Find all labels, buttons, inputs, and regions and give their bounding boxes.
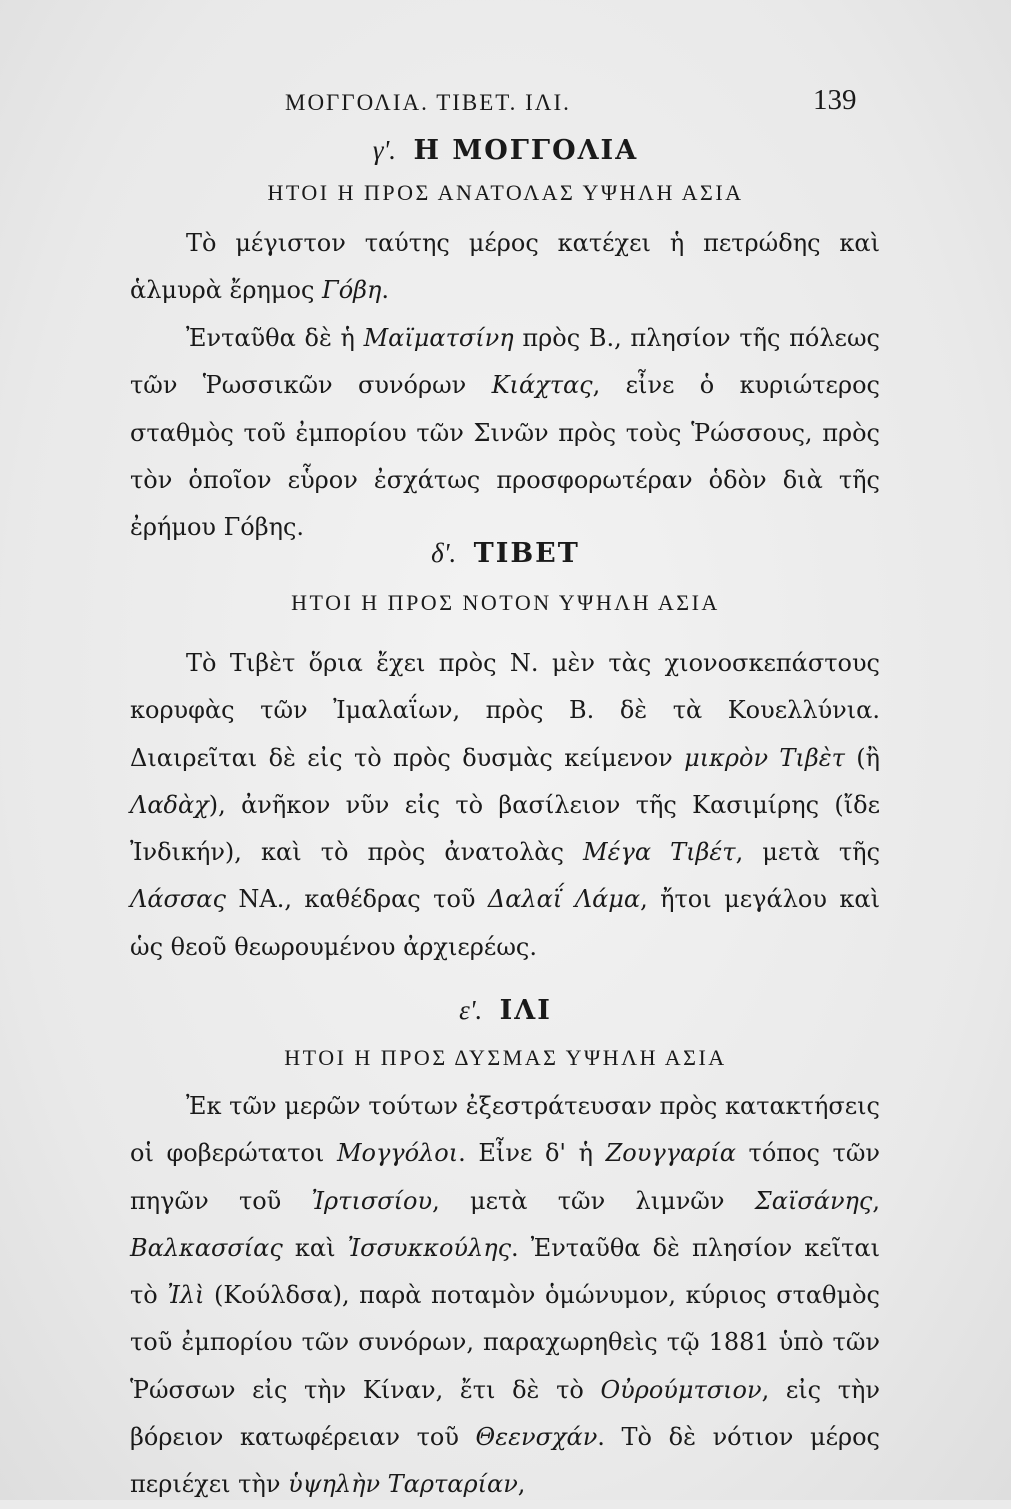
place-name: Οὐρούμτσιον [600,1375,762,1404]
section-title: ΤΙΒΕΤ [473,538,580,569]
section-number: γ'. [372,135,397,165]
place-name: ὑψηλὴν Ταρταρίαν [288,1470,518,1499]
paragraph: Τὸ μέγιστον ταύτης μέρος κατέχει ἡ πετρώδης καὶ ἁλμυρὰ ἔρημος Γόβη. [130,229,880,305]
section-subtitle: ΗΤΟΙ Η ΠΡΟΣ ΔΥΣΜΑΣ ΥΨΗΛΗ ΑΣΙΑ [284,1045,727,1070]
section-heading-ili [0,995,1011,1026]
place-name: Θεενσχάν [475,1423,598,1452]
place-name: Βαλκασσίας [130,1233,283,1262]
place-name: Ἰλὶ [167,1281,205,1310]
place-name: Γόβη [322,276,382,305]
running-title: ΜΟΓΓΟΛΙΑ. ΤΙΒΕΤ. ΙΛΙ. [285,90,571,115]
person-title: Δαλαΐ Λάμα [487,885,641,914]
place-name: Κιάχτας [491,371,593,400]
people-name: Μογγόλοι [336,1139,459,1168]
place-name: Λάσσας [130,885,226,914]
place-name: Σαϊσάνης [754,1186,873,1215]
place-name: Μαϊματσίνη [363,324,514,352]
section-title: Η ΜΟΓΓΟΛΙΑ [413,135,639,166]
place-name: Ἰσσυκκούλης [347,1233,512,1262]
running-head [0,84,1011,124]
paragraph: Τὸ Τιβὲτ ὅρια ἔχει πρὸς Ν. μὲν τὰς χιονοσκεπάστους κορυφὰς τῶν Ἰμαλαΐων, πρὸς Β. δὲ τὰ Κουελλύνια. Διαιρεῖται δὲ εἰς τὸ πρὸς δυσμὰς κείμενον μικρὸν Τιβὲτ (ἢ Λαδὰχ), ἀνῆκον νῦν εἰς τὸ βασίλειον τῆς Κασιμίρης (ἴδε Ἰνδικήν), καὶ τὸ πρὸς ἀνατολὰς Μέγα Τιβέτ, μετὰ τῆς Λάσσας ΝΑ., καθέδρας τοῦ Δαλαΐ Λάμα, ἤτοι μεγάλου καὶ ὡς θεοῦ θεωρουμένου ἀρχιερέως. [130,649,881,961]
paragraph: Ἐνταῦθα δὲ ἡ Μαϊματσίνη πρὸς Β., πλησίον τῆς πόλεως τῶν Ῥωσσικῶν συνόρων Κιάχτας, εἶνε ὁ κυριώτερος σταθμὸς τοῦ ἐμπορίου τῶν Σινῶν πρὸς τοὺς Ῥώσσους, πρὸς τὸν ὁποῖον εὗρον ἐσχάτως προσφορωτέραν ὁδὸν διὰ τῆς ἐρήμου Γόβης. [130,324,881,542]
section-number: ε'. [459,995,483,1025]
section-number: δ'. [431,538,457,568]
place-name: μικρὸν Τιβὲτ [684,743,845,772]
place-name: Λαδὰχ [130,790,209,819]
section-subtitle: ΗΤΟΙ Η ΠΡΟΣ ΝΟΤΟΝ ΥΨΗΛΗ ΑΣΙΑ [291,590,720,615]
section-heading-mongolia [0,135,1011,166]
paragraph: Ἐκ τῶν μερῶν τούτων ἐξεστράτευσαν πρὸς κατακτήσεις οἱ φοβερώτατοι Μογγόλοι. Εἶνε δ' ἡ Ζουγγαρία τόπος τῶν πηγῶν τοῦ Ἰρτισσίου, μετὰ τῶν λιμνῶν Σαϊσάνης, Βαλκασσίας καὶ Ἰσσυκκούλης. Ἐνταῦθα δὲ πλησίον κεῖται τὸ Ἰλὶ (Κούλδσα), παρὰ ποταμὸν ὁμώνυμον, κύριος σταθμὸς τοῦ ἐμπορίου τῶν συνόρων, παραχωρηθεὶς τῷ 1881 ὑπὸ τῶν Ῥώσσων εἰς τὴν Κίναν, ἔτι δὲ τὸ Οὐρούμτσιον, εἰς τὴν βόρειον κατωφέρειαν τοῦ Θεενσχάν. Τὸ δὲ νότιον μέρος περιέχει τὴν ὑψηλὴν Ταρταρίαν, [130,1092,881,1499]
section-title: ΙΛΙ [499,995,552,1026]
page-number: 139 [813,84,857,116]
section-heading-tibet [0,538,1011,569]
place-name: Ζουγγαρία [605,1139,736,1168]
place-name: Ἰρτισσίου [311,1186,433,1215]
place-name: Μέγα Τιβέτ [583,838,736,867]
section-subtitle: ΗΤΟΙ Η ΠΡΟΣ ΑΝΑΤΟΛΑΣ ΥΨΗΛΗ ΑΣΙΑ [267,180,744,205]
